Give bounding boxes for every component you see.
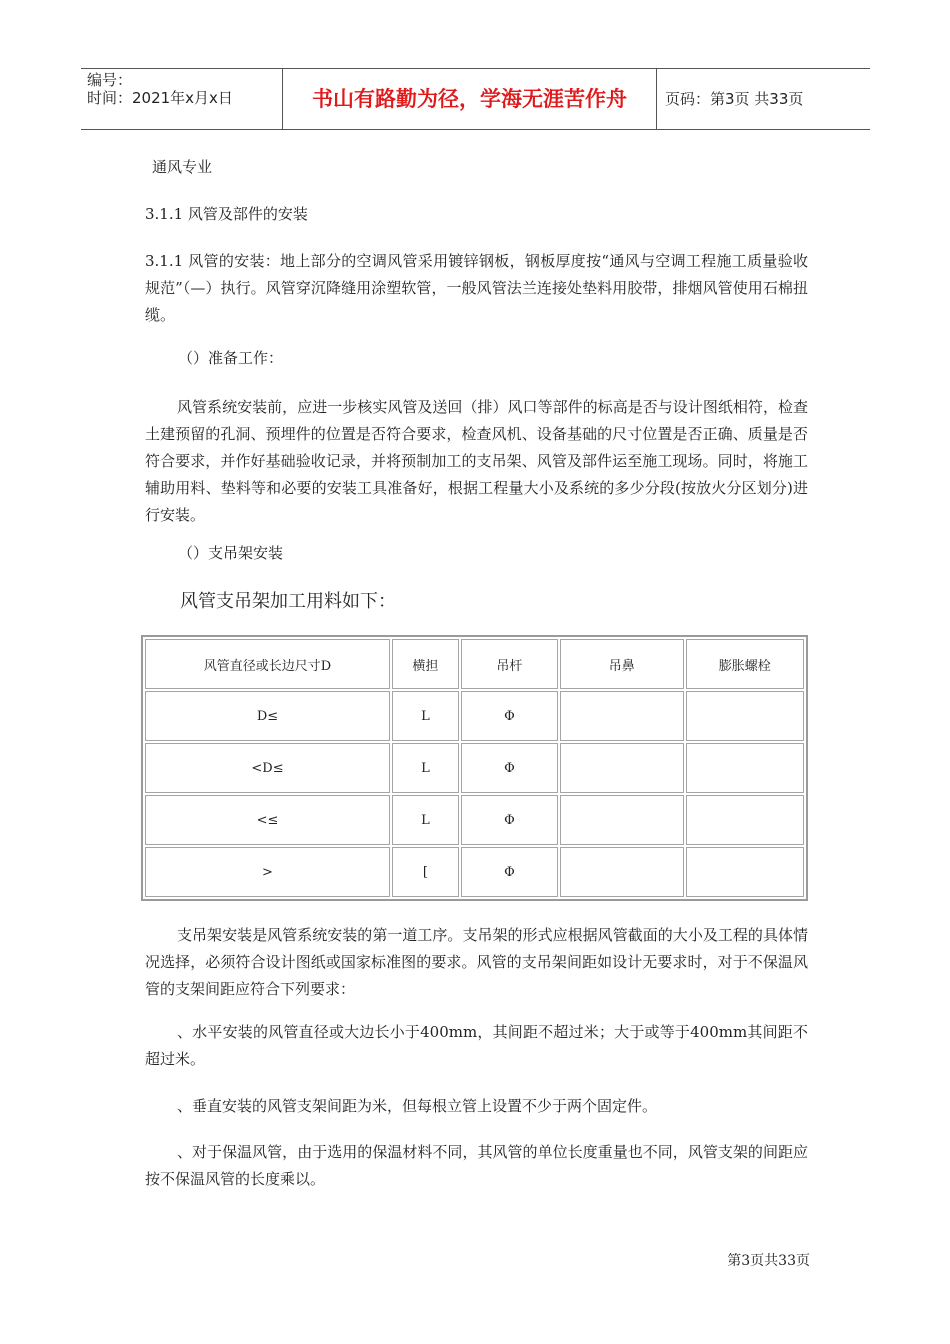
paragraph-support-spacing: 支吊架安装是风管系统安装的第一道工序。支吊架的形式应根据风管截面的大小及工程的具体情况选择，必须符合设计图纸或国家标准图的要求。风管的支吊架间距如设计无要求时，对于不保温风管的支架间距应符合下列要求：: [145, 926, 808, 998]
paragraph-horizontal-rule: 、水平安装的风管直径或大边长小于400mm，其间距不超过米；大于或等于400mm其间距不超过米。: [145, 1023, 808, 1068]
page-header: [81, 68, 870, 130]
table-cell: L: [392, 691, 459, 741]
paragraph-vertical-rule: 、垂直安装的风管支架间距为米，但每根立管上设置不少于两个固定件。: [177, 1097, 658, 1115]
table-cell: [560, 691, 684, 741]
header-cell: 膨胀螺栓: [686, 639, 804, 689]
header-meta: [87, 69, 282, 129]
table-cell: >: [145, 847, 390, 897]
table-row: [145, 847, 804, 897]
heading-preparation: （）准备工作：: [178, 349, 284, 367]
subsection-heading: 3.1.1 风管及部件的安装: [145, 205, 308, 223]
table-row: [145, 795, 804, 845]
table-cell: Φ: [461, 691, 558, 741]
table-row: [145, 691, 804, 741]
table-cell: L: [392, 743, 459, 793]
doc-number-label: 编号：: [87, 71, 133, 89]
header-motto: 书山有路勤为径，学海无涯苦作舟: [312, 87, 627, 111]
table-cell: <≤: [145, 795, 390, 845]
table-row: [145, 743, 804, 793]
header-cell: 横担: [392, 639, 459, 689]
header-cell: 吊鼻: [560, 639, 684, 689]
table-cell: [686, 795, 804, 845]
table-cell: Φ: [461, 847, 558, 897]
support-material-table: [141, 635, 808, 901]
heading-support-install: （）支吊架安装: [178, 544, 284, 562]
table-cell: L: [392, 795, 459, 845]
header-page-info: 页码：第3页 共33页: [665, 90, 804, 108]
paragraph-preparation: 风管系统安装前，应进一步核实风管及送回（排）风口等部件的标高是否与设计图纸相符，检查土建预留的孔洞、预埋件的位置是否符合要求，检查风机、设备基础的尺寸位置是否正确、质量是否符合要求，并作好基础验收记录，并将预制加工的支吊架、风管及部件运至施工现场。同时，将施工辅助用料、垫料等和必要的安装工具准备好，根据工程量大小及系统的多少分段(按放火分区划分)进行安装。: [145, 398, 808, 524]
page-footer: 第3页共33页: [727, 1253, 810, 1269]
table-cell: <D≤: [145, 743, 390, 793]
table-cell: [686, 847, 804, 897]
table-caption: 风管支吊架加工用料如下：: [180, 591, 396, 612]
table-cell: [686, 743, 804, 793]
table-cell: [560, 743, 684, 793]
table-cell: Φ: [461, 795, 558, 845]
doc-time-label: 时间：2021年x月x日: [87, 89, 233, 107]
section-heading: 通风专业: [152, 158, 213, 176]
table-cell: [560, 847, 684, 897]
table-cell: [: [392, 847, 459, 897]
header-cell: 风管直径或长边尺寸D: [145, 639, 390, 689]
table-header-row: [145, 639, 804, 689]
paragraph-insulated-rule: 、对于保温风管，由于选用的保温材料不同，其风管的单位长度重量也不同，风管支架的间距应按不保温风管的长度乘以。: [145, 1143, 808, 1188]
paragraph-duct-install: 3.1.1 风管的安装：地上部分的空调风管采用镀锌钢板，钢板厚度按“通风与空调工程施工质量验收规范”（—）执行。风管穿沉降缝用涂塑软管，一般风管法兰连接处垫料用胶带，排烟风管使用石棉扭缆。: [145, 252, 808, 324]
header-divider-right: [656, 69, 657, 129]
table-cell: D≤: [145, 691, 390, 741]
table-cell: [686, 691, 804, 741]
table-cell: Φ: [461, 743, 558, 793]
header-cell: 吊杆: [461, 639, 558, 689]
table-cell: [560, 795, 684, 845]
